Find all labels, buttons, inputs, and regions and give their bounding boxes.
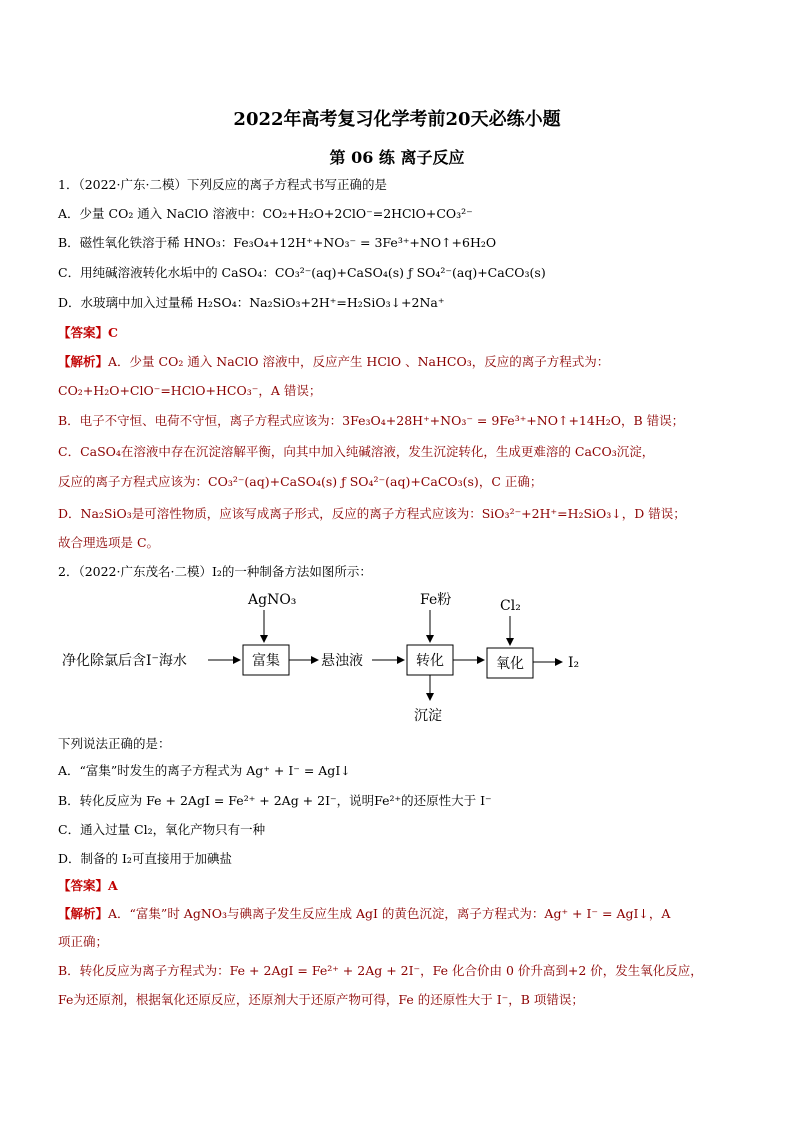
q1-analysis-a1: [58, 353, 748, 371]
q1-option-d: D．水玻璃中加入过量稀 H₂SO₄：Na₂SiO₃+2H⁺=H₂SiO₃↓+2Na⁺: [58, 295, 445, 310]
diagram-box-enrich-label: 富集: [252, 653, 280, 669]
q2-answer: [58, 877, 748, 895]
q1-analysis-c1: C．CaSO₄在溶液中存在沉淀溶解平衡，向其中加入纯碱溶液，发生沉淀转化，生成更难溶的 CaCO₃沉淀，: [58, 444, 655, 459]
diagram-output-label: I₂: [568, 655, 580, 671]
process-flow-diagram: [62, 586, 622, 726]
q1-option-a: A．少量 CO₂ 通入 NaClO 溶液中：CO₂+H₂O+2ClO⁻=2HClO+CO₃²⁻: [58, 206, 473, 221]
q1-stem: 1．（2022·广东·二模）下列反应的离子方程式书写正确的是: [58, 177, 387, 192]
q1-analysis-d2: 故合理选项是 C。: [58, 535, 160, 550]
q2-analysis-a1: [58, 905, 748, 923]
q2-analysis-b1: B．转化反应为离子方程式为：Fe + 2AgI = Fe²⁺ + 2Ag + 2I⁻，Fe 化合价由 0 价升高到+2 价，发生氧化反应，: [58, 963, 703, 978]
q1-option-c: C．用纯碱溶液转化水垢中的 CaSO₄：CO₃²⁻(aq)+CaSO₄(s) ƒ SO₄²⁻(aq)+CaCO₃(s): [58, 265, 546, 280]
q2-answer-label: 【答案】: [58, 878, 109, 893]
diagram-mid-label: 悬浊液: [321, 653, 363, 669]
q1-option-b: B．磁性氧化铁溶于稀 HNO₃：Fe₃O₄+12H⁺+NO₃⁻ = 3Fe³⁺+NO↑+6H₂O: [58, 235, 497, 250]
q1-analysis-a1-text: A．少量 CO₂ 通入 NaClO 溶液中，反应产生 HClO 、NaHCO₃，反应的离子方程式为：: [108, 354, 610, 369]
q1-answer-value: C: [108, 325, 118, 340]
q1-answer: [58, 324, 748, 342]
diagram-reagent-cl2: Cl₂: [500, 598, 521, 614]
q2-prompt: 下列说法正确的是：: [58, 736, 171, 751]
q2-analysis-a2: 项正确；: [58, 934, 109, 949]
diagram-reagent-agno3: AgNO₃: [248, 592, 297, 608]
q1-analysis-c2: 反应的离子方程式应该为：CO₃²⁻(aq)+CaSO₄(s) ƒ SO₄²⁻(aq)+CaCO₃(s)，C 正确；: [58, 474, 543, 489]
page-title: 2022年高考复习化学考前20天必练小题: [233, 109, 561, 130]
q1-analysis-label: 【解析】: [58, 354, 109, 369]
q1-analysis-b: B．电子不守恒、电荷不守恒，离子方程式应该为：3Fe₃O₄+28H⁺+NO₃⁻ = 9Fe³⁺+NO↑+14H₂O，B 错误；: [58, 413, 685, 428]
q2-option-b: B．转化反应为 Fe + 2AgI = Fe²⁺ + 2Ag + 2I⁻，说明Fe²⁺的还原性大于 I⁻: [58, 793, 492, 808]
q1-answer-label: 【答案】: [58, 325, 109, 340]
q2-option-d: D．制备的 I₂可直接用于加碘盐: [58, 851, 232, 866]
q2-analysis-a1-text: A．“富集”时 AgNO₃与碘离子发生反应生成 AgI 的黄色沉淀，离子方程式为：Ag⁺ + I⁻ = AgI↓，A: [108, 906, 671, 921]
q2-stem: 2．（2022·广东茂名·二模）I₂的一种制备方法如图所示：: [58, 564, 372, 579]
q2-analysis-label: 【解析】: [58, 906, 109, 921]
diagram-precipitate-label: 沉淀: [414, 708, 442, 724]
diagram-box-oxidize-label: 氧化: [496, 656, 524, 672]
diagram-input-label: 净化除氯后含I⁻海水: [62, 653, 187, 669]
q2-option-a: A．“富集”时发生的离子方程式为 Ag⁺ + I⁻ = AgI↓: [58, 763, 351, 778]
q2-answer-value: A: [108, 878, 118, 893]
q1-analysis-a2: CO₂+H₂O+ClO⁻=HClO+HCO₃⁻，A 错误；: [58, 383, 322, 398]
q1-analysis-d1: D．Na₂SiO₃是可溶性物质，应该写成离子形式，反应的离子方程式应该为：SiO₃²⁻+2H⁺=H₂SiO₃↓，D 错误；: [58, 506, 686, 521]
q2-option-c: C．通入过量 Cl₂，氧化产物只有一种: [58, 822, 266, 837]
page-subtitle: 第 06 练 离子反应: [329, 148, 465, 167]
diagram-reagent-fe: Fe粉: [420, 592, 452, 608]
diagram-box-convert-label: 转化: [416, 653, 444, 669]
q2-analysis-b2: Fe为还原剂，根据氧化还原反应，还原剂大于还原产物可得，Fe 的还原性大于 I⁻，B 项错误；: [58, 992, 584, 1007]
